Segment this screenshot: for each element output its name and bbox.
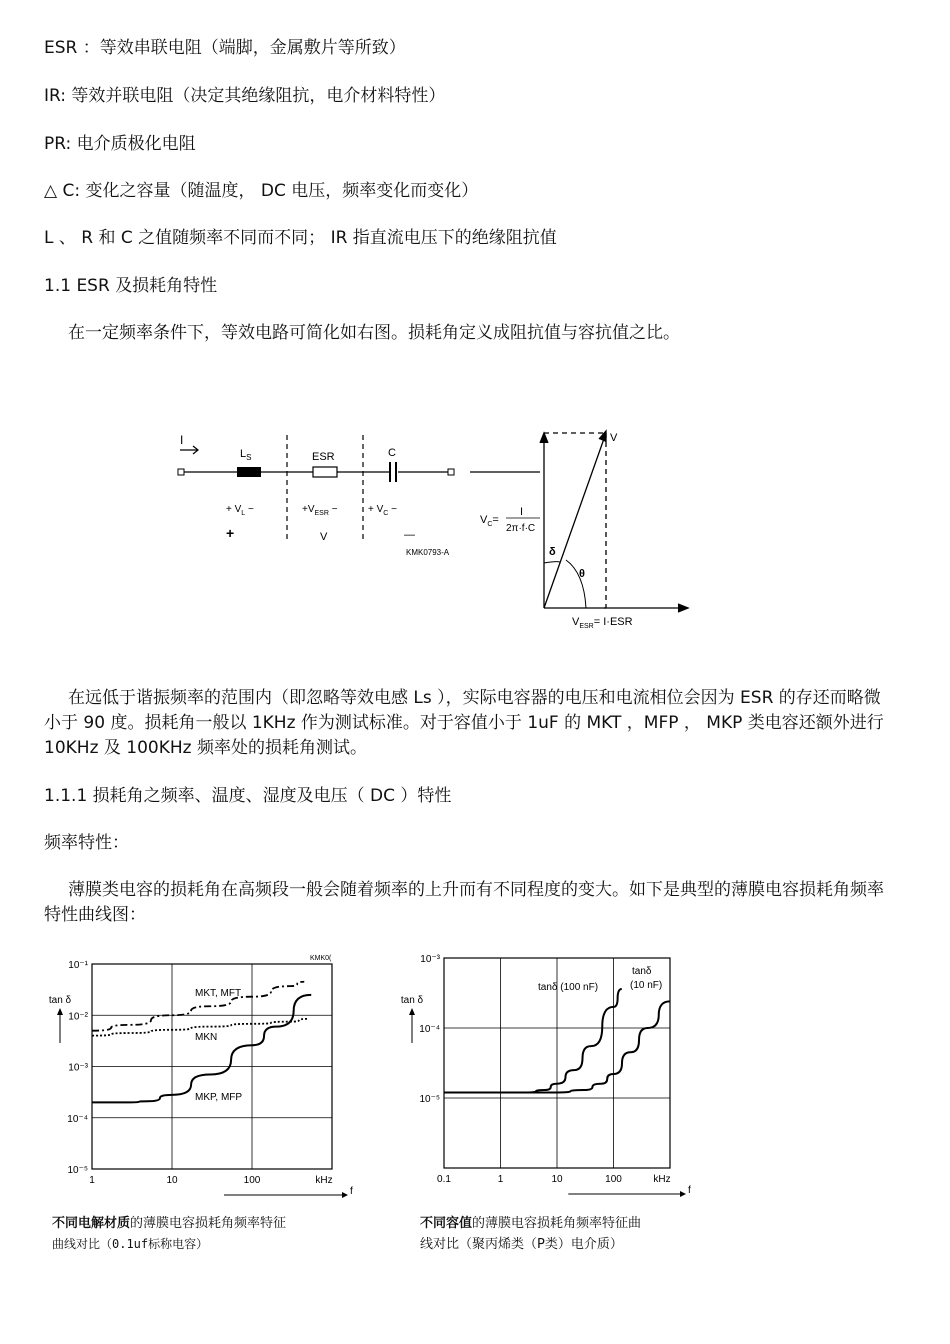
lrc-note: L 、 R 和 C 之值随频率不同而不同； IR 指直流电压下的绝缘阻抗值 <box>44 228 557 248</box>
x-axis-arrow-label: f <box>688 1185 691 1196</box>
series-label: (10 nF) <box>630 980 663 991</box>
minus-sign: — <box>404 529 415 541</box>
vc-label: + V <box>368 504 384 515</box>
vesr-label: +V <box>302 504 315 515</box>
chart-corner-code: KMK0( <box>310 955 332 962</box>
paragraph-phase-angle: 在远低于谐振频率的范围内（即忽略等效电感 Ls ），实际电容器的电压和电流相位会因为 ESR 的存还而略微小于 90 度。损耗角一般以 1KHz 作为测试标准。对于容值小于 1uF 的 MKT ，MFP ， MKP 类电容还额外进行 10KHz 及 100KHz 频率处的损耗角测试。 <box>44 688 884 758</box>
frequency-characteristic-label: 频率特性： <box>44 833 129 853</box>
series-label: tanδ (100 nF) <box>538 982 599 993</box>
x-tick-label: 100 <box>605 1174 622 1185</box>
caption-1-rest: 的薄膜电容损耗角频率特征 <box>130 1216 287 1231</box>
vc-subscript: C <box>383 510 389 517</box>
delta-c-definition: △ C: 变化之容量（随温度， DC 电压，频率变化而变化） <box>44 181 479 201</box>
svg-text:+ VL − <box>226 504 254 517</box>
vc-formula-lhs: V <box>480 514 488 526</box>
ls-subscript: S <box>246 453 252 462</box>
y-tick-label: 10⁻⁴ <box>419 1024 440 1035</box>
total-voltage-label: V <box>320 531 328 543</box>
series-label: MKN <box>195 1032 218 1043</box>
esr-definition: ESR ：等效串联电阻（端脚，金属敷片等所致） <box>44 38 406 58</box>
delta-angle-label: δ <box>549 546 556 558</box>
svg-text:VC= <box>480 514 499 528</box>
y-axis-label: tan δ <box>48 995 72 1006</box>
section-heading-1-1-1: 1.1.1 损耗角之频率、温度、湿度及电压（ DC ）特性 <box>44 786 452 806</box>
vesr-minus: − <box>328 504 338 515</box>
ir-definition: IR: 等效并联电阻（决定其绝缘阻抗，电介材料特性） <box>44 86 446 106</box>
caption-chart-2 <box>420 1213 641 1255</box>
caption-2-rest: 的薄膜电容损耗角频率特征曲 <box>472 1216 642 1231</box>
series-line <box>92 995 311 1102</box>
x-tick-label: 1 <box>497 1174 504 1185</box>
svg-text:+ VC − <box>368 504 397 517</box>
x-axis-arrow-label: f <box>350 1186 353 1197</box>
esr-label: ESR <box>312 451 335 463</box>
chart-capacitance-values <box>398 948 691 1218</box>
caption-1-line2: 曲线对比（0.1uf标称电容） <box>52 1237 209 1251</box>
vc-formula-denominator: 2π·f·C <box>506 523 536 534</box>
x-tick-label: 100 <box>243 1175 261 1186</box>
y-tick-label: 10⁻² <box>68 1011 88 1023</box>
y-tick-label: 10⁻⁵ <box>419 1094 440 1105</box>
vc-formula-subscript: C <box>487 521 493 528</box>
y-axis-arrowhead <box>57 1008 63 1015</box>
x-tick-label: 1 <box>89 1175 95 1186</box>
svg-text:LS <box>240 448 251 462</box>
series-label: MKT, MFT <box>195 988 242 999</box>
vesr-subscript: ESR <box>314 510 329 517</box>
series-line <box>444 989 622 1092</box>
x-axis-arrowhead <box>342 1192 348 1198</box>
y-tick-label: 10⁻¹ <box>68 960 88 971</box>
plus-sign: + <box>226 525 235 541</box>
vesr-phasor-rhs: = I·ESR <box>593 616 633 628</box>
figure-code: KMK0793-A <box>406 548 450 557</box>
y-tick-label: 10⁻⁴ <box>67 1113 88 1125</box>
phasor-v-label: V <box>610 432 618 444</box>
y-axis-arrowhead <box>409 1008 415 1015</box>
vl-label: + V <box>226 504 242 515</box>
equivalent-circuit-diagram <box>160 430 470 570</box>
vesr-phasor-subscript: ESR <box>579 623 594 630</box>
current-label: I <box>180 433 184 447</box>
x-tick-label: 10 <box>166 1175 178 1186</box>
vc-formula-equals: = <box>492 514 499 526</box>
x-tick-label: 10 <box>551 1174 563 1185</box>
caption-1-bold: 不同电解材质 <box>52 1216 131 1231</box>
vl-minus: − <box>245 504 254 515</box>
y-axis-label: tan δ <box>400 995 424 1006</box>
paragraph-frequency-curves: 薄膜类电容的损耗角在高频段一般会随着频率的上升而有不同程度的变大。如下是典型的薄膜电容损耗角频率特性曲线图： <box>44 880 884 925</box>
y-tick-label: 10⁻⁵ <box>67 1165 88 1176</box>
x-axis-unit-label: kHz <box>315 1175 333 1186</box>
vc-minus: − <box>388 504 397 515</box>
chart-dielectric-materials <box>40 948 360 1218</box>
vesr-phasor-label: V <box>572 616 580 628</box>
series-label: MKP, MFP <box>195 1092 243 1103</box>
svg-text:VESR= I·ESR <box>572 616 633 630</box>
svg-text:+VESR − <box>302 504 338 517</box>
vc-formula-numerator: I <box>520 506 524 518</box>
section-heading-1-1: 1.1 ESR 及损耗角特性 <box>44 276 218 296</box>
x-tick-label: 0.1 <box>437 1174 451 1185</box>
y-tick-label: 10⁻³ <box>68 1062 88 1074</box>
ls-label: L <box>240 448 247 460</box>
c-label: C <box>388 447 396 459</box>
theta-angle-label: θ <box>579 568 585 580</box>
paragraph-equivalent-circuit: 在一定频率条件下，等效电路可简化如右图。损耗角定义成阻抗值与容抗值之比。 <box>68 323 680 343</box>
y-tick-label: 10⁻³ <box>420 954 440 965</box>
vl-subscript: L <box>241 510 246 517</box>
x-axis-arrowhead <box>680 1191 686 1197</box>
pr-definition: PR: 电介质极化电阻 <box>44 134 196 154</box>
caption-chart-1 <box>52 1213 286 1255</box>
series-label: tanδ <box>632 966 652 977</box>
x-axis-unit-label: kHz <box>653 1174 671 1185</box>
caption-2-bold: 不同容值 <box>420 1216 473 1231</box>
phasor-diagram <box>476 425 696 635</box>
caption-2-line2: 线对比（聚丙烯类（P类）电介质） <box>420 1237 623 1252</box>
